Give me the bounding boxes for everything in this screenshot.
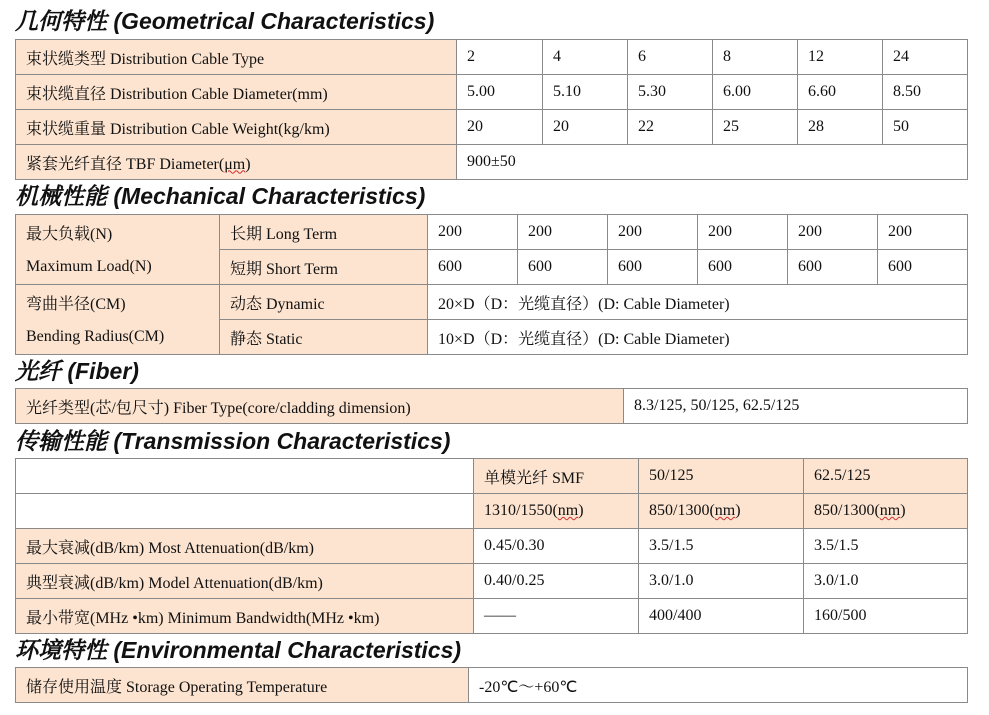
section-title-mechanical: 机械性能 (Mechanical Characteristics) bbox=[15, 183, 426, 209]
table-cell: 20×D（D：光缆直径）(D: Cable Diameter) bbox=[428, 285, 968, 320]
table-cell: 6.60 bbox=[798, 75, 883, 110]
table-row bbox=[16, 145, 968, 180]
column-header: 单模光纤 SMF bbox=[474, 459, 639, 494]
column-header: 50/125 bbox=[639, 459, 804, 494]
wavelength-cell bbox=[639, 494, 804, 529]
table-cell: 600 bbox=[878, 250, 968, 285]
table-cell: 24 bbox=[883, 40, 968, 75]
max-load-label-cn: 最大负载(N) bbox=[16, 215, 220, 250]
transmission-table bbox=[15, 458, 968, 634]
static-label: 静态 Static bbox=[220, 320, 428, 355]
wavelength-prefix: 1310/1550( bbox=[484, 502, 558, 519]
table-cell: 3.5/1.5 bbox=[804, 529, 968, 564]
table-cell: 600 bbox=[788, 250, 878, 285]
table-cell: 5.30 bbox=[628, 75, 713, 110]
table-cell: 8.3/125, 50/125, 62.5/125 bbox=[624, 389, 968, 424]
wavelength-unit: nm bbox=[714, 502, 736, 519]
wavelength-prefix: 850/1300( bbox=[649, 502, 715, 519]
table-cell: 12 bbox=[798, 40, 883, 75]
table-cell: 25 bbox=[713, 110, 798, 145]
table-row bbox=[16, 599, 968, 634]
table-cell: 200 bbox=[518, 215, 608, 250]
table-cell: 28 bbox=[798, 110, 883, 145]
table-cell: —— bbox=[474, 599, 639, 634]
table-cell: 2 bbox=[457, 40, 543, 75]
table-row bbox=[16, 494, 968, 529]
table-cell: 50 bbox=[883, 110, 968, 145]
table-cell: 600 bbox=[518, 250, 608, 285]
max-load-label-en: Maximum Load(N) bbox=[16, 250, 220, 285]
section-title-transmission: 传输性能 (Transmission Characteristics) bbox=[15, 428, 451, 454]
table-cell: 3.0/1.0 bbox=[639, 564, 804, 599]
table-row bbox=[16, 215, 968, 250]
row-label: 典型衰减(dB/km) Model Attenuation(dB/km) bbox=[16, 564, 474, 599]
table-cell: 22 bbox=[628, 110, 713, 145]
wavelength-suffix: ) bbox=[900, 502, 906, 519]
table-row bbox=[16, 110, 968, 145]
wavelength-suffix: ) bbox=[578, 502, 584, 519]
table-cell: 200 bbox=[608, 215, 698, 250]
table-cell: 8 bbox=[713, 40, 798, 75]
wavelength-unit: nm bbox=[879, 502, 901, 519]
row-label: 束状缆重量 Distribution Cable Weight(kg/km) bbox=[16, 110, 457, 145]
table-cell: 200 bbox=[878, 215, 968, 250]
bending-label-cn: 弯曲半径(CM) bbox=[16, 285, 220, 320]
table-cell: 5.00 bbox=[457, 75, 543, 110]
mechanical-table bbox=[15, 214, 968, 355]
table-row bbox=[16, 564, 968, 599]
row-label: 储存使用温度 Storage Operating Temperature bbox=[16, 668, 469, 703]
table-cell: 600 bbox=[608, 250, 698, 285]
tbf-label-pre: 紧套光纤直径 TBF Diameter( bbox=[26, 155, 225, 173]
table-cell: 20 bbox=[543, 110, 628, 145]
geometrical-table bbox=[15, 39, 968, 180]
table-row bbox=[16, 40, 968, 75]
table-row bbox=[16, 668, 968, 703]
table-cell: 10×D（D：光缆直径）(D: Cable Diameter) bbox=[428, 320, 968, 355]
table-cell: 600 bbox=[698, 250, 788, 285]
wavelength-prefix: 850/1300( bbox=[814, 502, 880, 519]
table-cell: 3.5/1.5 bbox=[639, 529, 804, 564]
fiber-table bbox=[15, 388, 968, 424]
table-cell: 5.10 bbox=[543, 75, 628, 110]
section-title-geometrical: 几何特性 (Geometrical Characteristics) bbox=[15, 8, 435, 34]
wavelength-suffix: ) bbox=[735, 502, 741, 519]
table-cell: 400/400 bbox=[639, 599, 804, 634]
table-row bbox=[16, 389, 968, 424]
table-cell: 6 bbox=[628, 40, 713, 75]
table-cell: 8.50 bbox=[883, 75, 968, 110]
table-cell: 0.45/0.30 bbox=[474, 529, 639, 564]
wavelength-cell bbox=[804, 494, 968, 529]
wavelength-cell bbox=[474, 494, 639, 529]
bending-label-en: Bending Radius(CM) bbox=[16, 320, 220, 355]
row-label: 最大衰减(dB/km) Most Attenuation(dB/km) bbox=[16, 529, 474, 564]
table-row bbox=[16, 459, 968, 494]
table-row bbox=[16, 250, 968, 285]
row-label: 束状缆直径 Distribution Cable Diameter(mm) bbox=[16, 75, 457, 110]
table-cell: 20 bbox=[457, 110, 543, 145]
tbf-label-unit: μm bbox=[224, 155, 246, 173]
short-term-label: 短期 Short Term bbox=[220, 250, 428, 285]
long-term-label: 长期 Long Term bbox=[220, 215, 428, 250]
row-label: 光纤类型(芯/包尺寸) Fiber Type(core/cladding dimension) bbox=[16, 389, 624, 424]
table-row bbox=[16, 75, 968, 110]
table-cell: 600 bbox=[428, 250, 518, 285]
table-cell: 200 bbox=[428, 215, 518, 250]
row-label: 束状缆类型 Distribution Cable Type bbox=[16, 40, 457, 75]
table-cell: 4 bbox=[543, 40, 628, 75]
table-cell: -20℃～+60℃ bbox=[469, 668, 968, 703]
table-cell: 160/500 bbox=[804, 599, 968, 634]
table-cell: 0.40/0.25 bbox=[474, 564, 639, 599]
section-title-environmental: 环境特性 (Environmental Characteristics) bbox=[15, 637, 462, 663]
table-cell: 900±50 bbox=[457, 145, 968, 180]
table-cell: 200 bbox=[788, 215, 878, 250]
table-row bbox=[16, 285, 968, 320]
row-label-tbf bbox=[16, 145, 457, 180]
section-title-fiber: 光纤 (Fiber) bbox=[15, 358, 139, 384]
dynamic-label: 动态 Dynamic bbox=[220, 285, 428, 320]
row-label: 最小带宽(MHz •km) Minimum Bandwidth(MHz •km) bbox=[16, 599, 474, 634]
table-cell: 6.00 bbox=[713, 75, 798, 110]
environmental-table bbox=[15, 667, 968, 703]
table-cell: 3.0/1.0 bbox=[804, 564, 968, 599]
column-header: 62.5/125 bbox=[804, 459, 968, 494]
table-cell: 200 bbox=[698, 215, 788, 250]
empty-cell bbox=[16, 494, 474, 529]
table-row bbox=[16, 320, 968, 355]
table-row bbox=[16, 529, 968, 564]
empty-cell bbox=[16, 459, 474, 494]
tbf-label-post: ) bbox=[245, 155, 251, 173]
wavelength-unit: nm bbox=[557, 502, 579, 519]
